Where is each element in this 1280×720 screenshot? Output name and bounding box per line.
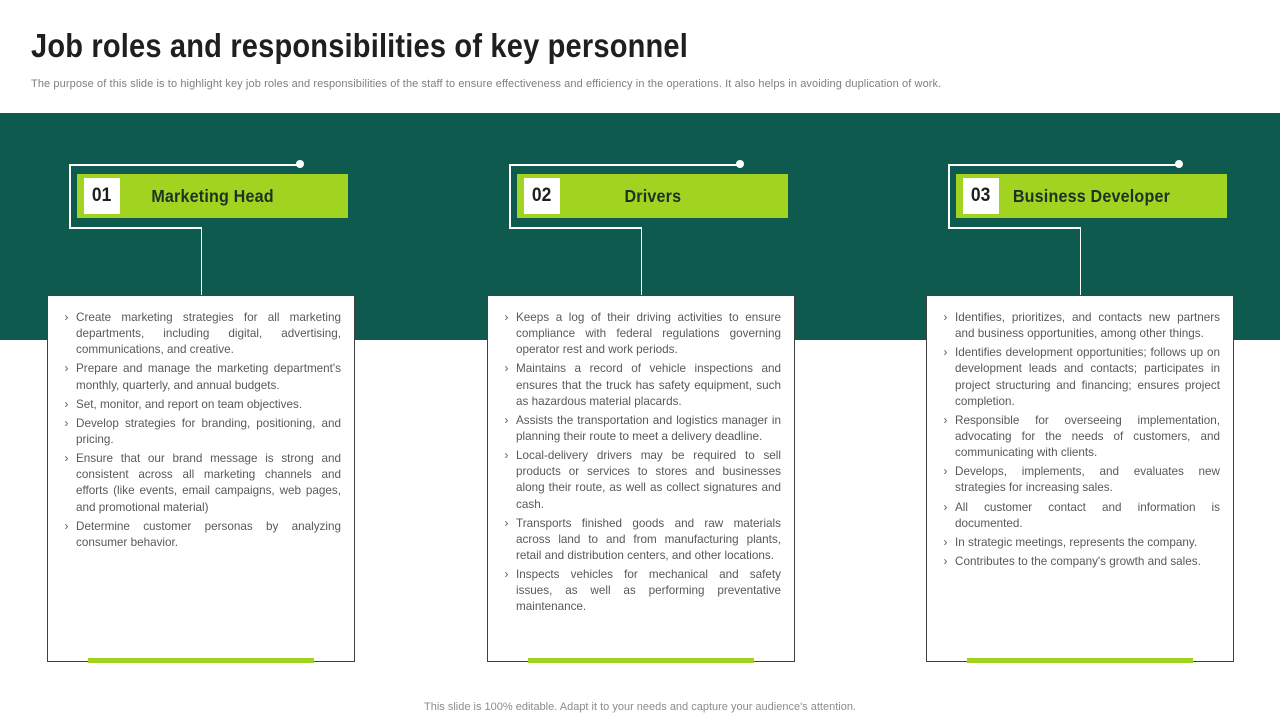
bullet-text: Create marketing strategies for all marketing departments, including digital, advertising, communications, and creative. (76, 311, 341, 357)
bullet-text: In strategic meetings, represents the company. (955, 535, 1198, 549)
bullet-marker: › (64, 362, 69, 376)
bullet-text: Set, monitor, and report on team objectives. (76, 397, 303, 411)
role-card (487, 295, 795, 662)
bullet-text: All customer contact and information is documented. (955, 500, 1220, 530)
step-number: 02 (532, 185, 552, 206)
bullet-item (936, 345, 1220, 410)
connector-line (948, 227, 1081, 229)
bullet-item (57, 361, 341, 393)
step-number: 01 (92, 185, 112, 206)
bullet-marker: › (504, 413, 509, 427)
bullet-marker: › (64, 519, 69, 533)
bullet-list (927, 296, 1233, 570)
bullet-text: Identifies development opportunities; follows up on development leads and contacts; participates in project structuring and financing; ensures project completion. (955, 346, 1220, 408)
bullet-text: Keeps a log of their driving activities to ensure compliance with federal regulations governing operator rest and work periods. (516, 311, 781, 357)
bullet-item (57, 310, 341, 358)
bullet-item (497, 448, 781, 513)
page-subtitle: The purpose of this slide is to highlight key job roles and responsibilities of the staff to ensure effectiveness and efficiency in the operations. It also helps in avoiding duplication of work. (31, 78, 942, 90)
bullet-item (936, 413, 1220, 461)
step-title: Marketing Head (151, 185, 274, 206)
bullet-item (936, 535, 1220, 551)
bullet-item (57, 416, 341, 448)
bullet-text: Assists the transportation and logistics manager in planning their route to meet a delivery deadline. (516, 413, 781, 443)
bullet-list (48, 296, 354, 551)
bullet-text: Local-delivery drivers may be required to sell products or services to stores and businesses along their route, as well as collect signatures and cash. (516, 449, 781, 511)
column-marketing-head (47, 164, 355, 669)
bullet-item (57, 519, 341, 551)
connector-line (69, 164, 71, 228)
bullet-item (497, 567, 781, 615)
bullet-marker: › (943, 346, 948, 360)
card-accent-bar (528, 658, 754, 663)
bullet-item (936, 310, 1220, 342)
footer-note: This slide is 100% editable. Adapt it to your needs and capture your audience's attention. (424, 701, 856, 713)
bullet-marker: › (943, 535, 948, 549)
bullet-text: Ensure that our brand message is strong and consistent across all marketing channels and efforts (like events, email campaigns, web pages, and promotional material) (76, 452, 341, 514)
role-card (47, 295, 355, 662)
bullet-text: Transports finished goods and raw materials across land to and from manufacturing plants, retail and distribution centers, and other locations. (516, 516, 781, 562)
bullet-marker: › (504, 311, 509, 324)
bullet-text: Develop strategies for branding, positioning, and pricing. (76, 416, 341, 446)
connector-line (509, 164, 511, 228)
connector-dot (1175, 160, 1183, 168)
bullet-item (497, 310, 781, 358)
page-title: Job roles and responsibilities of key personnel (31, 27, 689, 64)
connector-line (69, 227, 202, 229)
bullet-marker: › (943, 465, 948, 479)
connector-line (69, 164, 300, 166)
card-accent-bar (88, 658, 314, 663)
bullet-item (57, 397, 341, 413)
bullet-item (57, 451, 341, 516)
bullet-marker: › (64, 397, 69, 411)
connector-dot (296, 160, 304, 168)
bullet-marker: › (504, 362, 509, 376)
connector-line (948, 164, 950, 228)
bullet-item (497, 361, 781, 409)
bullet-text: Identifies, prioritizes, and contacts new partners and business opportunities, among other things. (955, 311, 1220, 341)
connector-line (1080, 227, 1082, 295)
bullet-list (488, 296, 794, 616)
bullet-item (497, 413, 781, 445)
bullet-text: Responsible for overseeing implementation, advocating for the needs of customers, and communicating with clients. (955, 413, 1220, 460)
bullet-marker: › (943, 311, 948, 324)
step-title-bar (77, 174, 348, 218)
bullet-text: Inspects vehicles for mechanical and safety issues, as well as performing preventative maintenance. (516, 568, 781, 614)
slide-header (31, 27, 1251, 90)
bullet-text: Prepare and manage the marketing department's monthly, quarterly, and annual budgets. (76, 362, 341, 392)
bullet-text: Maintains a record of vehicle inspections and ensures that the truck has safety equipment, such as hazardous material placards. (516, 362, 781, 408)
bullet-marker: › (943, 413, 948, 427)
step-title-bar (956, 174, 1227, 218)
connector-line (641, 227, 643, 295)
bullet-marker: › (64, 311, 69, 324)
bullet-item (497, 516, 781, 564)
step-title: Drivers (624, 185, 681, 206)
bullet-text: Determine customer personas by analyzing consumer behavior. (76, 519, 341, 549)
role-card (926, 295, 1234, 662)
bullet-marker: › (64, 416, 69, 430)
card-accent-bar (967, 658, 1193, 663)
bullet-text: Develops, implements, and evaluates new strategies for increasing sales. (955, 465, 1220, 495)
bullet-marker: › (504, 516, 509, 530)
connector-line (948, 164, 1179, 166)
bullet-marker: › (504, 449, 509, 463)
column-business-developer (926, 164, 1234, 669)
bullet-marker: › (943, 500, 948, 514)
bullet-text: Contributes to the company's growth and sales. (955, 554, 1201, 568)
bullet-item (936, 554, 1220, 570)
column-drivers (487, 164, 795, 669)
connector-line (509, 227, 642, 229)
bullet-marker: › (504, 568, 509, 582)
connector-line (509, 164, 740, 166)
bullet-item (936, 464, 1220, 496)
step-title: Business Developer (1012, 185, 1171, 206)
bullet-marker: › (64, 452, 69, 466)
connector-dot (736, 160, 744, 168)
bullet-item (936, 500, 1220, 532)
step-number: 03 (971, 185, 991, 206)
connector-line (201, 227, 203, 295)
step-title-bar (517, 174, 788, 218)
bullet-marker: › (943, 554, 948, 568)
